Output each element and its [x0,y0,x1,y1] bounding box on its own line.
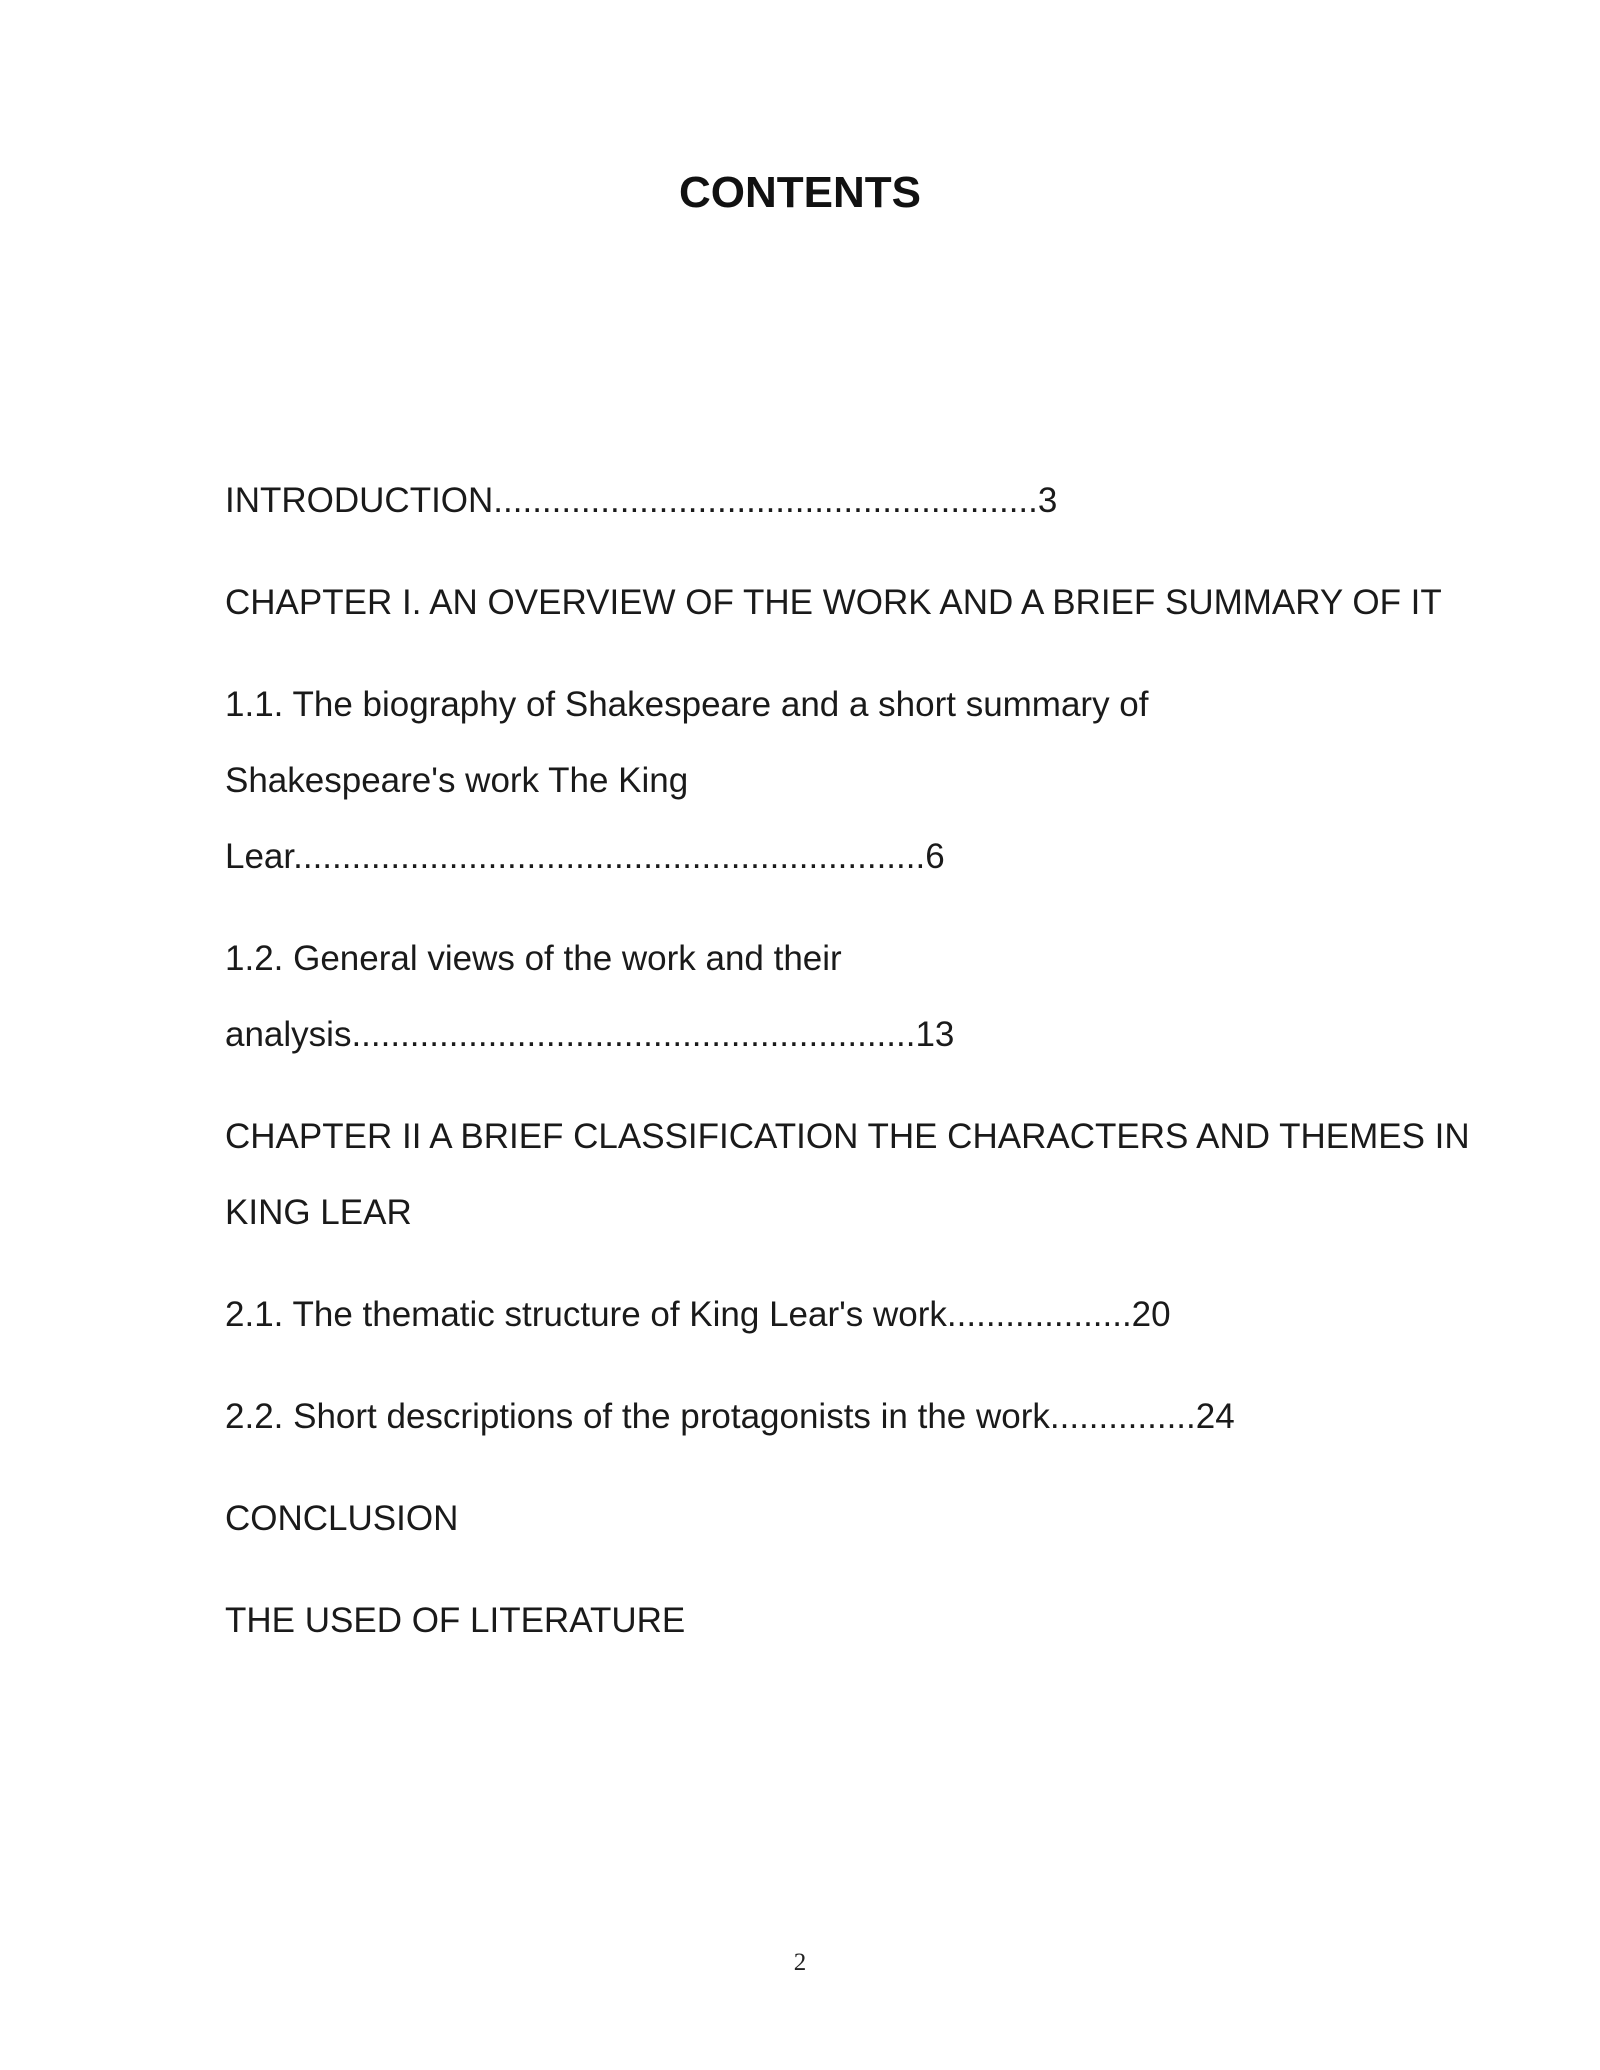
toc-entry-introduction [225,463,1465,539]
toc-line: 2.2. Short descriptions of the protagonists in the work...............24 [225,1397,1235,1436]
toc-entry-section-2-2 [225,1379,1465,1455]
toc-line: CONCLUSION [225,1499,459,1538]
toc-line: 2.1. The thematic structure of King Lear's work...................20 [225,1295,1171,1334]
toc-line: 1.2. General views of the work and their [225,939,842,978]
toc-line: CHAPTER II A BRIEF CLASSIFICATION THE CHARACTERS AND THEMES IN [225,1117,1470,1156]
toc-line: THE USED OF LITERATURE [225,1601,686,1640]
toc-line: Lear.................................................................6 [225,837,945,876]
toc-entry-literature [225,1583,1465,1659]
toc-entry-section-1-2 [225,921,1465,1073]
toc-line: 1.1. The biography of Shakespeare and a short summary of [225,685,1149,724]
toc-line: CHAPTER I. AN OVERVIEW OF THE WORK AND A BRIEF SUMMARY OF IT [225,583,1442,622]
toc-line: analysis..........................................................13 [225,1015,955,1054]
toc-entry-chapter-1 [225,565,1465,641]
page-title: CONTENTS [679,168,921,217]
toc-entry-section-1-1 [225,667,1465,895]
toc-entry-conclusion [225,1481,1465,1557]
toc-line: KING LEAR [225,1193,412,1232]
toc-entry-chapter-2 [225,1099,1470,1251]
toc-line: Shakespeare's work The King [225,761,689,800]
toc-line: INTRODUCTION........................................................3 [225,481,1058,520]
toc-entry-section-2-1 [225,1277,1465,1353]
page-number: 2 [793,1949,807,1976]
